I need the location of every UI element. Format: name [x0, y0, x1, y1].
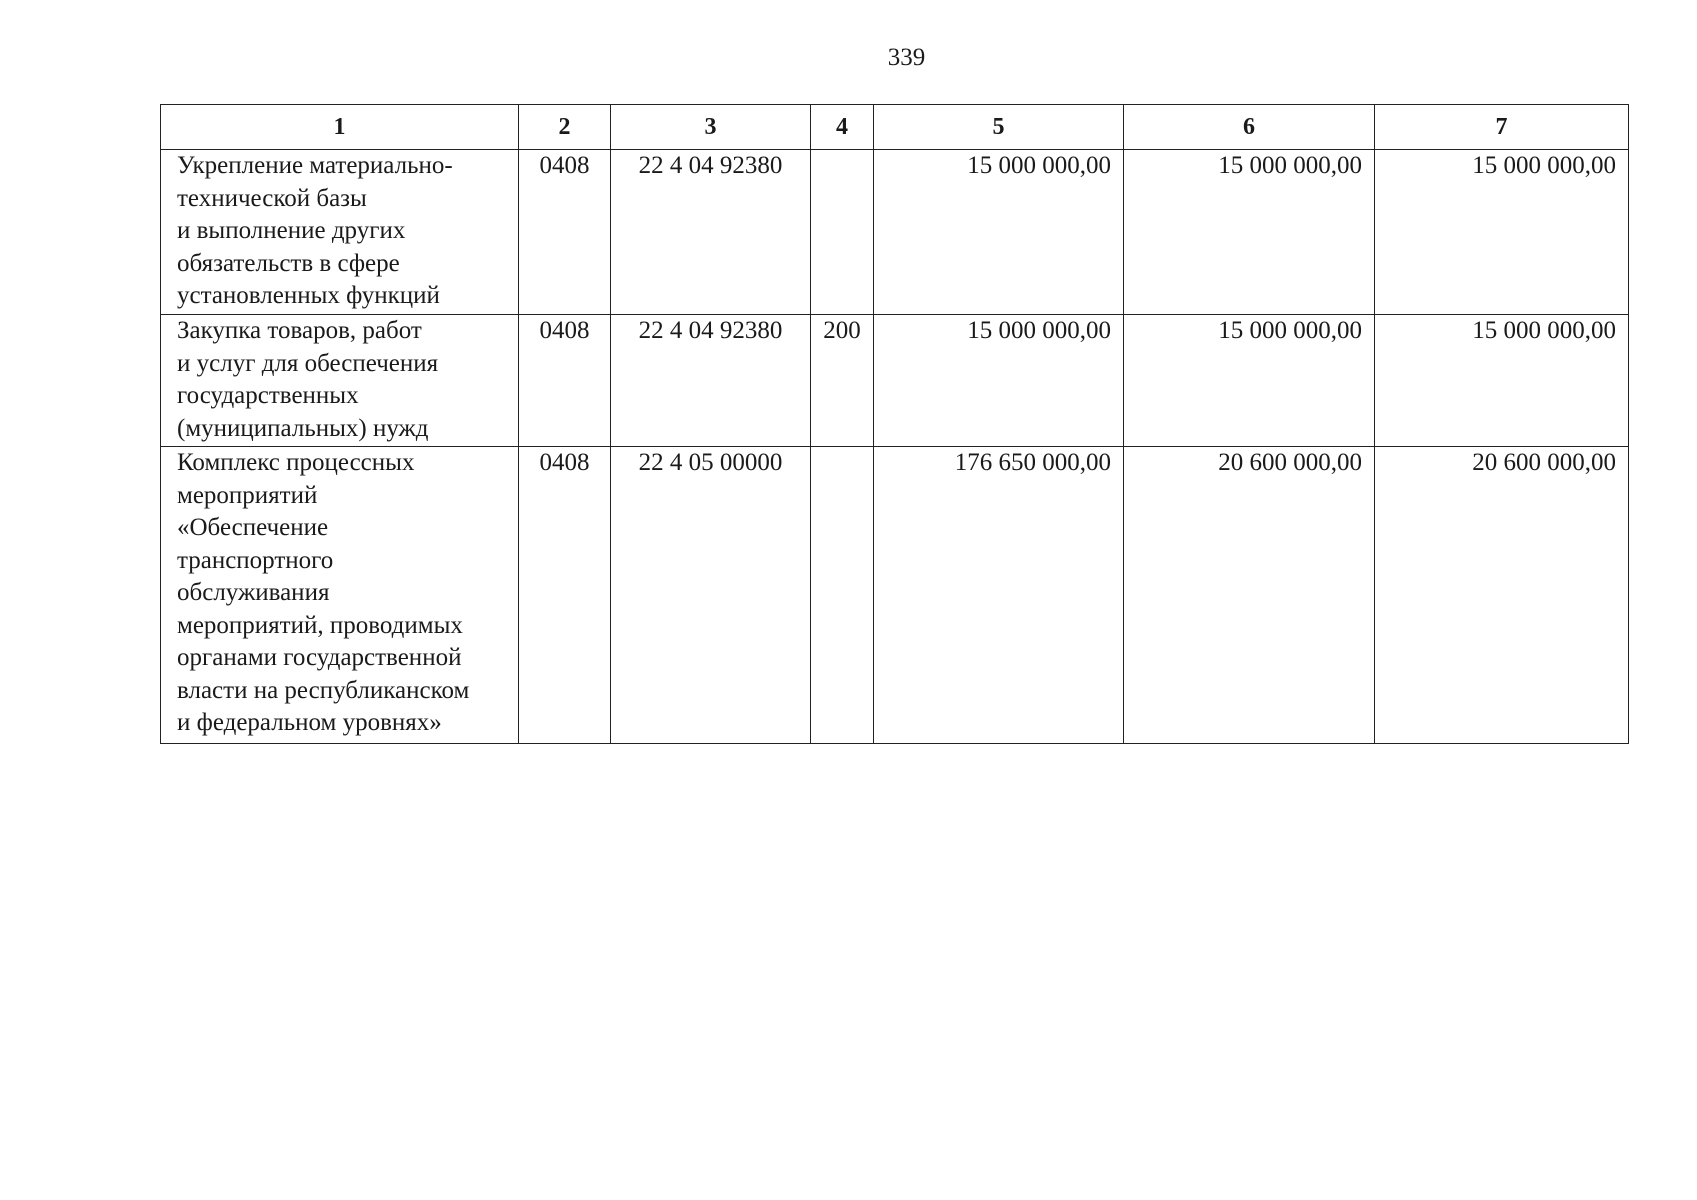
- column-header-7: 7: [1375, 105, 1629, 150]
- amount-col5: 15 000 000,00: [874, 150, 1124, 315]
- page-header: [0, 44, 1697, 72]
- amount-col6: 20 600 000,00: [1124, 447, 1375, 744]
- row-name-text: Укрепление материально- технической базы и выполнение других обязательств в сфере установленных функций: [177, 152, 453, 309]
- amount-col7: 15 000 000,00: [1375, 315, 1629, 447]
- table-header: [161, 105, 1629, 150]
- column-header-2: 2: [519, 105, 611, 150]
- amount-col6: 15 000 000,00: [1124, 150, 1375, 315]
- table-row: [161, 150, 1629, 315]
- column-header-4: 4: [811, 105, 874, 150]
- amount-col6: 15 000 000,00: [1124, 315, 1375, 447]
- target-code: 22 4 04 92380: [611, 150, 811, 315]
- row-name: [161, 150, 519, 315]
- row-name: [161, 447, 519, 744]
- page-number: 339: [887, 44, 926, 71]
- column-header-1: 1: [161, 105, 519, 150]
- target-code: 22 4 04 92380: [611, 315, 811, 447]
- row-name: [161, 315, 519, 447]
- section-code: 0408: [519, 447, 611, 744]
- budget-table: [160, 104, 1629, 744]
- target-code: 22 4 05 00000: [611, 447, 811, 744]
- column-header-5: 5: [874, 105, 1124, 150]
- expense-type: 200: [811, 315, 874, 447]
- column-header-6: 6: [1124, 105, 1375, 150]
- section-code: 0408: [519, 150, 611, 315]
- section-code: 0408: [519, 315, 611, 447]
- table-row: [161, 447, 1629, 744]
- amount-col7: 15 000 000,00: [1375, 150, 1629, 315]
- amount-col5: 176 650 000,00: [874, 447, 1124, 744]
- expense-type: [811, 447, 874, 744]
- amount-col7: 20 600 000,00: [1375, 447, 1629, 744]
- amount-col5: 15 000 000,00: [874, 315, 1124, 447]
- expense-type: [811, 150, 874, 315]
- header-row: [161, 105, 1629, 150]
- table-row: [161, 315, 1629, 447]
- table-body: [161, 150, 1629, 744]
- column-header-3: 3: [611, 105, 811, 150]
- row-name-text: Закупка товаров, работ и услуг для обеспечения государственных (муниципальных) нужд: [177, 317, 439, 442]
- row-name-text: Комплекс процессных мероприятий «Обеспечение транспортного обслуживания мероприятий, проводимых органами государственной власти на республиканском и федеральном уровнях»: [177, 449, 470, 736]
